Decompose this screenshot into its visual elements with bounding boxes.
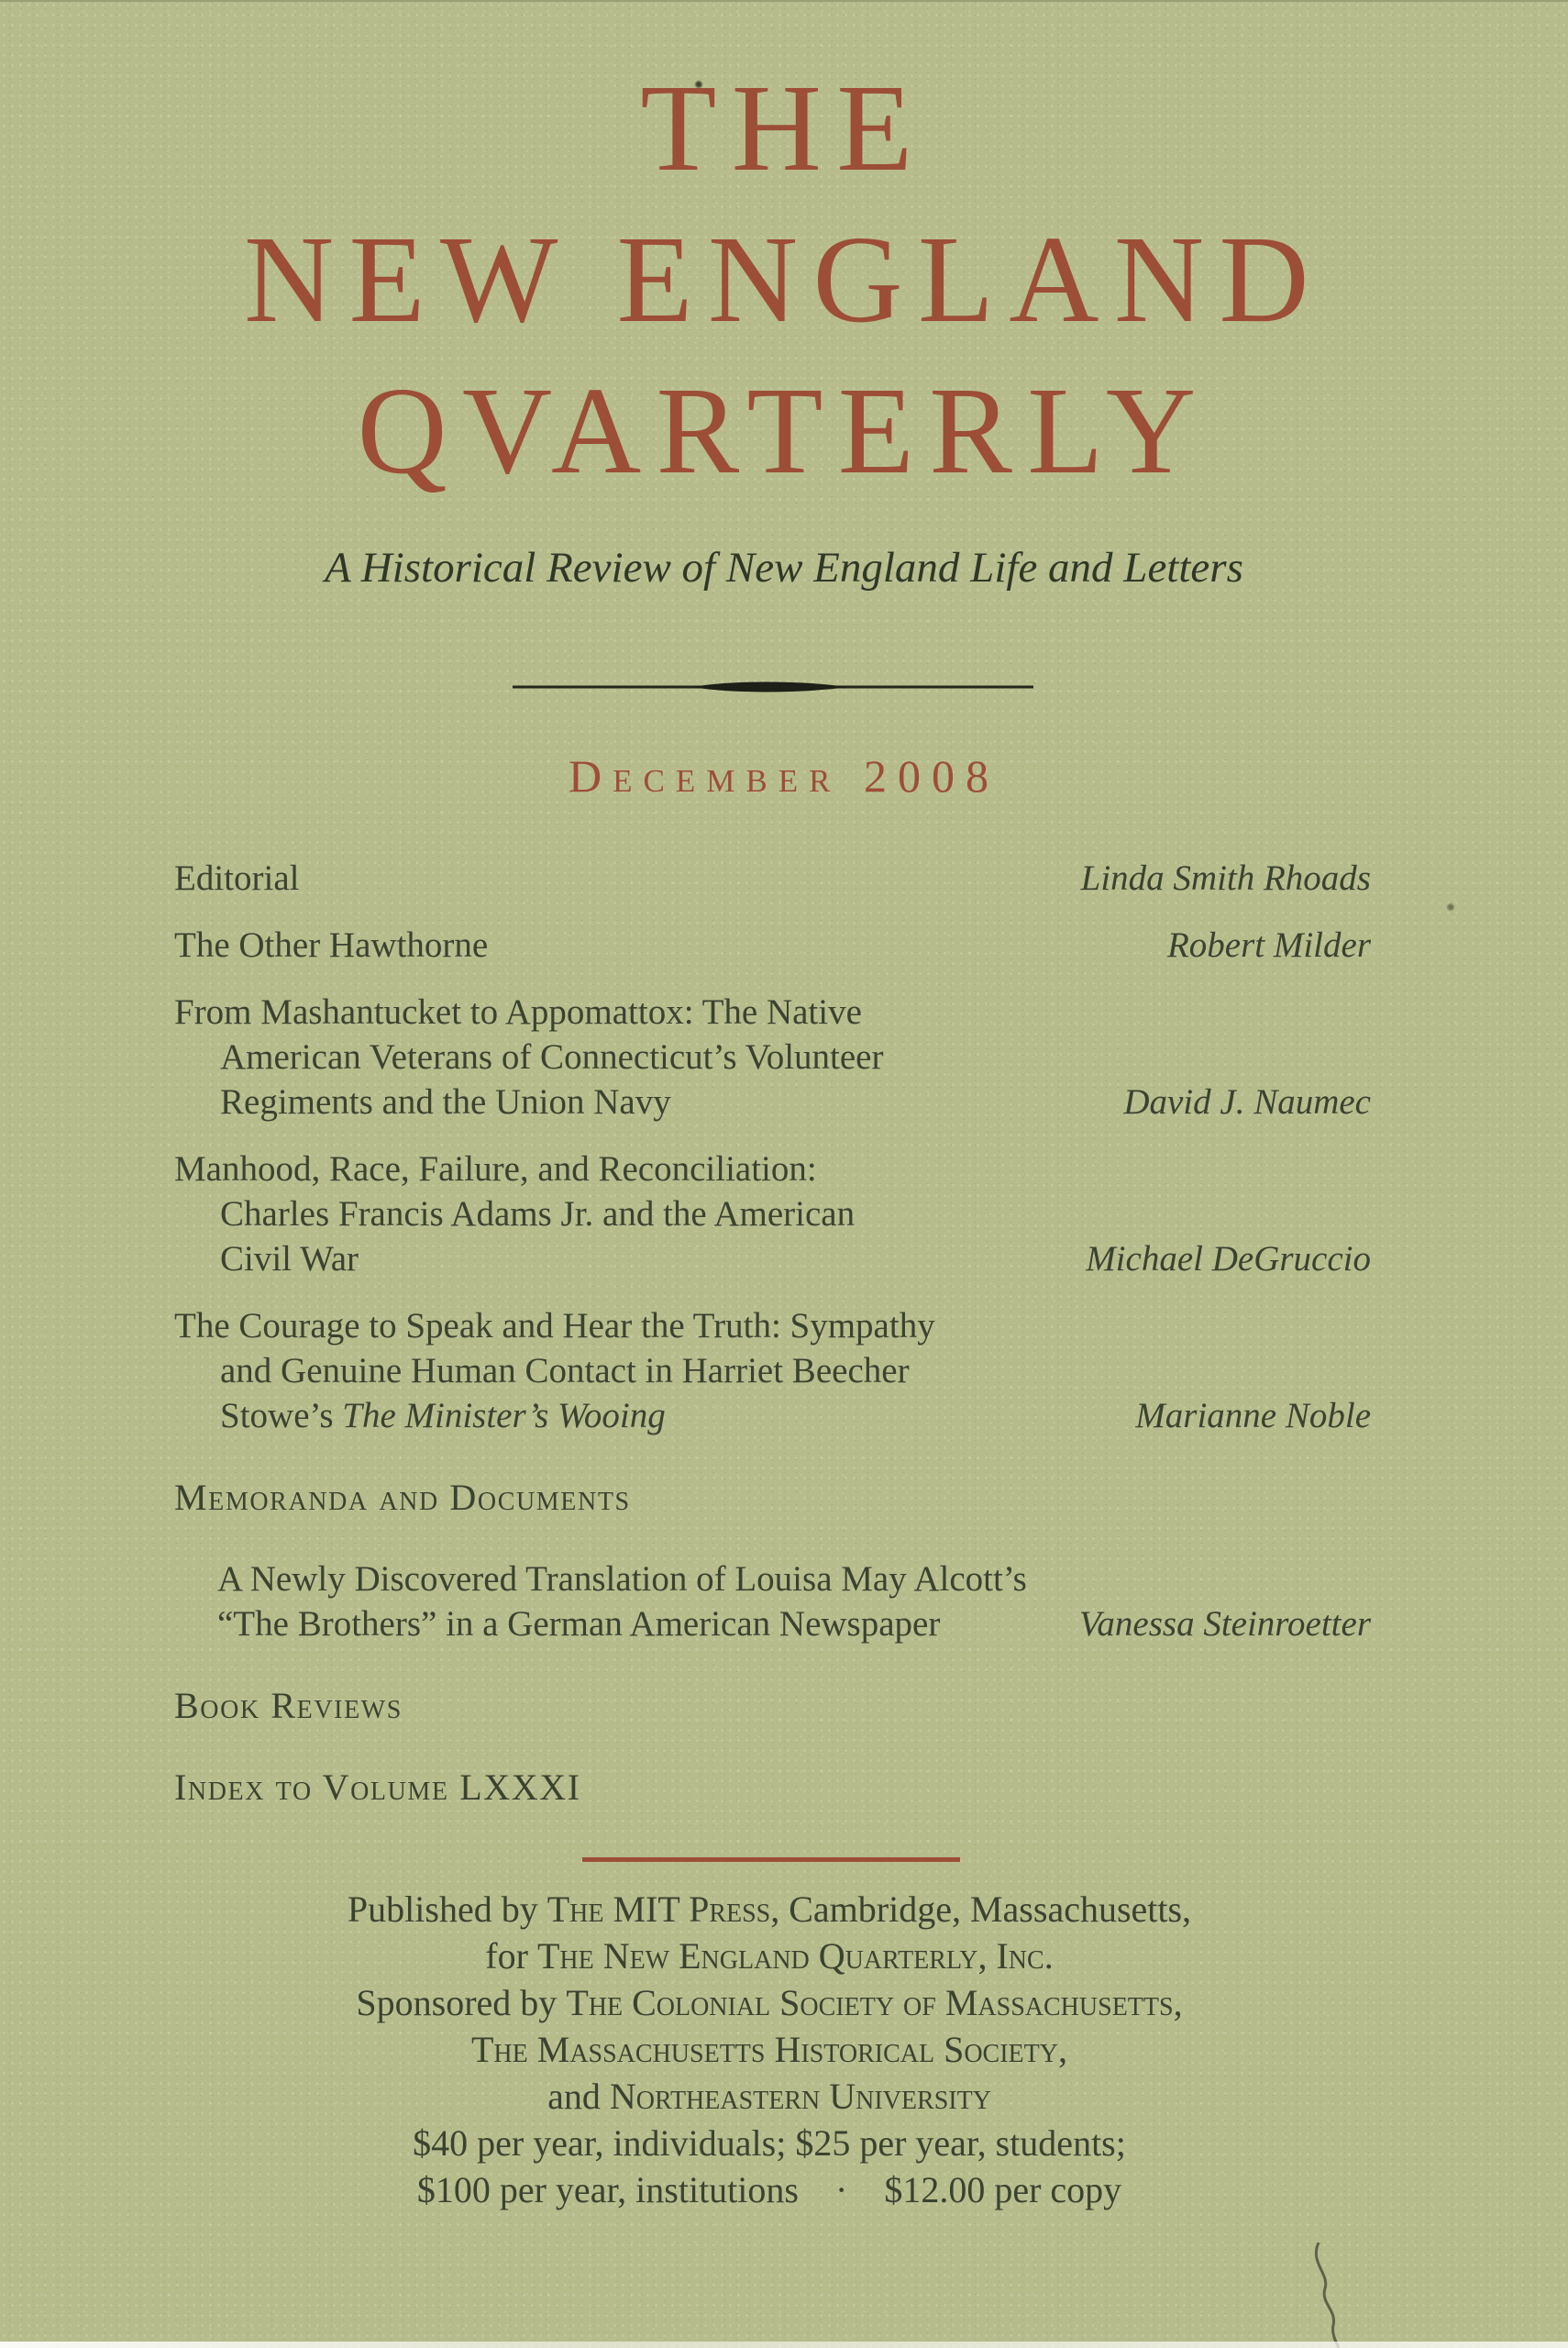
- article-title-line: The Other Hawthorne: [174, 925, 489, 965]
- article-title-line: “The Brothers” in a German American Newspaper: [217, 1604, 941, 1644]
- masthead: [0, 0, 1568, 804]
- toc-entry: [174, 856, 1371, 901]
- journal-title-line-3: QVARTERLY: [357, 362, 1211, 500]
- imprint-line: $100 per year, institutions · $12.00 per copy: [416, 2169, 1122, 2210]
- article-title-line: and Genuine Human Contact in Harriet Beecher: [220, 1351, 910, 1390]
- article-author: Michael DeGruccio: [1086, 1239, 1371, 1279]
- issue-date: December 2008: [569, 750, 999, 802]
- toc-entry: [174, 1146, 1371, 1281]
- paper-crease-mark: [1293, 2243, 1348, 2348]
- toc-entry: [174, 923, 1371, 968]
- toc-section-heading: Book Reviews: [174, 1685, 403, 1726]
- toc-section-heading: Memoranda and Documents: [174, 1477, 631, 1518]
- imprint-line: for The New England Quarterly, Inc.: [485, 1935, 1054, 1977]
- imprint-line: Published by The MIT Press, Cambridge, Massachusetts,: [347, 1888, 1192, 1930]
- scan-edge-bottom: [0, 2342, 1568, 2348]
- article-title-line: From Mashantucket to Appomattox: The Native: [174, 992, 862, 1032]
- article-title-line: Charles Francis Adams Jr. and the American: [220, 1194, 856, 1234]
- article-title-line: Civil War: [220, 1239, 359, 1279]
- article-title-line: Stowe’s The Minister’s Wooing: [220, 1396, 666, 1435]
- article-title-line: Manhood, Race, Failure, and Reconciliation:: [174, 1149, 817, 1189]
- toc-entry: [174, 1303, 1371, 1438]
- article-title-line: A Newly Discovered Translation of Louisa May Alcott’s: [217, 1559, 1027, 1599]
- article-author: Linda Smith Rhoads: [1080, 858, 1371, 898]
- article-author: David J. Naumec: [1123, 1082, 1371, 1122]
- toc-entry: [217, 1556, 1371, 1646]
- imprint-line: The Massachusetts Historical Society,: [471, 2029, 1067, 2070]
- divider-ornament: [0, 680, 1557, 694]
- journal-subtitle: A Historical Review of New England Life and Letters: [325, 544, 1243, 592]
- article-title-line: Regiments and the Union Navy: [220, 1082, 671, 1122]
- ornament-rule-icon: [513, 680, 1033, 694]
- article-title-line: American Veterans of Connecticut’s Volunteer: [220, 1037, 884, 1077]
- article-author: Vanessa Steinroetter: [1078, 1604, 1371, 1644]
- imprint-line: and Northeastern University: [547, 2076, 991, 2117]
- journal-title-line-2: NEW ENGLAND: [244, 211, 1324, 349]
- table-of-contents: [0, 856, 1568, 1810]
- scan-edge-top: [0, 0, 1568, 2]
- article-title-line: Editorial: [174, 858, 300, 898]
- toc-entry: [174, 990, 1371, 1124]
- imprint-line: Sponsored by The Colonial Society of Massachusetts,: [356, 1982, 1183, 2023]
- journal-title-line-1: THE: [640, 60, 928, 197]
- article-author: Robert Milder: [1166, 925, 1371, 965]
- article-title-line: The Courage to Speak and Hear the Truth: Sympathy: [174, 1306, 935, 1346]
- imprint-divider: [582, 1857, 960, 1862]
- imprint-line: $40 per year, individuals; $25 per year, students;: [413, 2122, 1126, 2164]
- article-author: Marianne Noble: [1135, 1396, 1371, 1435]
- toc-section-heading: Index to Volume LXXXI: [174, 1767, 581, 1808]
- imprint: [0, 1886, 1553, 2213]
